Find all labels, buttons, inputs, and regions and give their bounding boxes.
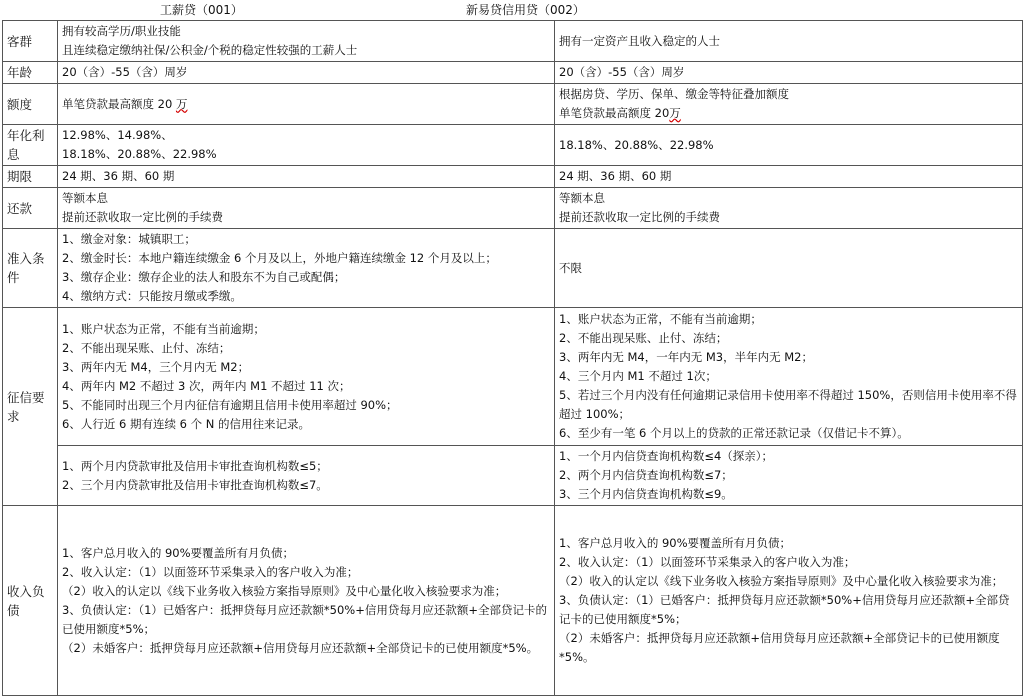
cell-line: 1、两个月内贷款审批及信用卡审批查询机构数≤5； [62,458,328,473]
spellcheck-underlined-text: 万 [175,96,188,111]
cell-line: 根据房贷、学历、保单、缴金等特征叠加额度 [559,87,789,101]
cell-line: 4、两年内 M2 不超过 3 次，两年内 M1 不超过 11 次； [62,378,351,393]
cell-rate-001 [58,125,555,166]
cell-line: 6、至少有一笔 6 个月以上的贷款的正常还款记录（仅借记卡不算）。 [559,426,909,440]
cell-income-001 [58,506,555,696]
cell-age-001 [58,62,555,84]
cell-age-002 [555,62,1023,84]
row-credit-query [3,446,1023,506]
cell-line: 1、账户状态为正常，不能有当前逾期； [559,312,762,326]
row-label: 征信要求 [3,308,58,506]
cell-line: 20（含）-55（含）周岁 [62,65,188,79]
column-header-xinyidai: 新易贷信用贷（002） [466,3,585,17]
cell-line: 3、负债认定：（1）已婚客户：抵押贷每月应还款额*50%+信用贷每月应还款额+全部贷记卡的已使用额度*5%； [62,602,547,636]
cell-line: （2）收入的认定以《线下业务收入核验方案指导原则》及中心量化收入核验要求为准； [559,574,1004,588]
cell-line: 3、两年内无 M4，三个月内无 M2； [62,359,250,374]
row-label: 收入负债 [3,506,58,696]
cell-term-002 [555,166,1023,188]
cell-line: 2、两个月内信贷查询机构数≤7； [559,468,733,482]
cell-repay-001 [58,188,555,229]
cell-line: 24 期、36 期、60 期 [559,169,672,183]
cell-limit-002 [555,84,1023,125]
row-label: 期限 [3,166,58,188]
cell-access-001 [58,229,555,308]
cell-term-001 [58,166,555,188]
cell-line: 不限 [559,260,582,275]
cell-credit-query-001 [58,446,555,506]
row-label: 年化利息 [3,125,58,166]
cell-line: 18.18%、20.88%、22.98% [62,147,217,161]
cell-line: （2）收入的认定以《线下业务收入核验方案指导原则》及中心量化收入核验要求为准； [62,583,507,598]
cell-line: （2）未婚客户：抵押贷每月应还款额+信用贷每月应还款额+全部贷记卡的已使用额度*5%。 [62,640,539,655]
cell-line: 3、三个月内信贷查询机构数≤9。 [559,487,733,501]
cell-line: 等额本息 [559,191,605,205]
cell-line: 2、收入认定：（1）以面签环节采集录入的客户收入为准； [62,564,359,579]
cell-credit-001 [58,308,555,446]
cell-income-002 [555,506,1023,696]
cell-line: 1、一个月内信贷查询机构数≤4（探亲）； [559,449,774,463]
cell-rate-002 [555,125,1023,166]
cell-line: 等额本息 [62,191,108,205]
cell-line: 提前还款收取一定比例的手续费 [559,210,720,224]
cell-text: 单笔贷款最高额度 20 [559,106,670,120]
cell-line: 1、客户总月收入的 90%要覆盖所有月负债； [559,536,792,550]
cell-line: 拥有较高学历/职业技能 [62,24,181,38]
cell-line: 6、人行近 6 期有连续 6 个 N 的信用往来记录。 [62,416,310,431]
cell-customer-001 [58,21,555,62]
cell-line: 3、缴存企业：缴存企业的法人和股东不为自己或配偶； [62,270,346,284]
row-label: 年龄 [3,62,58,84]
cell-line: 4、缴纳方式：只能按月缴或季缴。 [62,289,242,303]
cell-line: 2、收入认定：（1）以面签环节采集录入的客户收入为准； [559,555,856,569]
row-customer [3,21,1023,62]
cell-line: 4、三个月内 M1 不超过 1次； [559,369,717,383]
cell-line: 20（含）-55（含）周岁 [559,65,685,79]
row-label: 还款 [3,188,58,229]
cell-line: 1、缴金对象：城镇职工； [62,232,196,246]
cell-line: 5、若过三个月内没有任何逾期记录信用卡使用率不得超过 150%，否则信用卡使用率不得超过 100%； [559,388,1017,421]
cell-line: 1、客户总月收入的 90%要覆盖所有月负债； [62,545,295,560]
cell-credit-002 [555,308,1023,446]
cell-line: 提前还款收取一定比例的手续费 [62,210,223,224]
row-access [3,229,1023,308]
cell-line: 18.18%、20.88%、22.98% [559,137,714,152]
row-label: 准入条件 [3,229,58,308]
column-header-gongxindai: 工薪贷（001） [160,3,243,17]
cell-line: 3、负债认定：（1）已婚客户：抵押贷每月应还款额*50%+信用贷每月应还款额+全部贷记卡的已使用额度*5%； [559,593,1010,626]
cell-text: 单笔贷款最高额度 20 [62,96,176,111]
cell-customer-002 [555,21,1023,62]
cell-line: 24 期、36 期、60 期 [62,169,175,183]
row-age [3,62,1023,84]
cell-line: 且连续稳定缴纳社保/公积金/个税的稳定性较强的工薪人士 [62,43,358,57]
cell-access-002 [555,229,1023,308]
cell-line: 拥有一定资产且收入稳定的人士 [559,33,720,48]
row-term [3,166,1023,188]
cell-line: 2、缴金时长：本地户籍连续缴金 6 个月及以上，外地户籍连续缴金 12 个月及以上； [62,251,497,265]
cell-line: 3、两年内无 M4，一年内无 M3，半年内无 M2； [559,350,813,364]
cell-line: 12.98%、14.98%、 [62,128,173,142]
spellcheck-underlined-text: 万 [669,106,681,120]
loan-comparison-table [2,20,1023,696]
row-rate [3,125,1023,166]
cell-limit-001 [58,84,555,125]
cell-line: 1、账户状态为正常，不能有当前逾期； [62,321,265,336]
cell-line: 2、不能出现呆账、止付、冻结； [62,340,231,355]
row-income [3,506,1023,696]
row-repay [3,188,1023,229]
cell-line: 2、三个月内贷款审批及信用卡审批查询机构数≤7。 [62,477,328,492]
cell-repay-002 [555,188,1023,229]
cell-line: （2）未婚客户：抵押贷每月应还款额+信用贷每月应还款额+全部贷记卡的已使用额度*5%。 [559,631,1000,664]
row-label: 客群 [3,21,58,62]
row-credit [3,308,1023,446]
cell-credit-query-002 [555,446,1023,506]
row-label: 额度 [3,84,58,125]
cell-line: 2、不能出现呆账、止付、冻结； [559,331,728,345]
cell-line: 5、不能同时出现三个月内征信有逾期且信用卡使用率超过 90%； [62,397,398,412]
row-limit [3,84,1023,125]
